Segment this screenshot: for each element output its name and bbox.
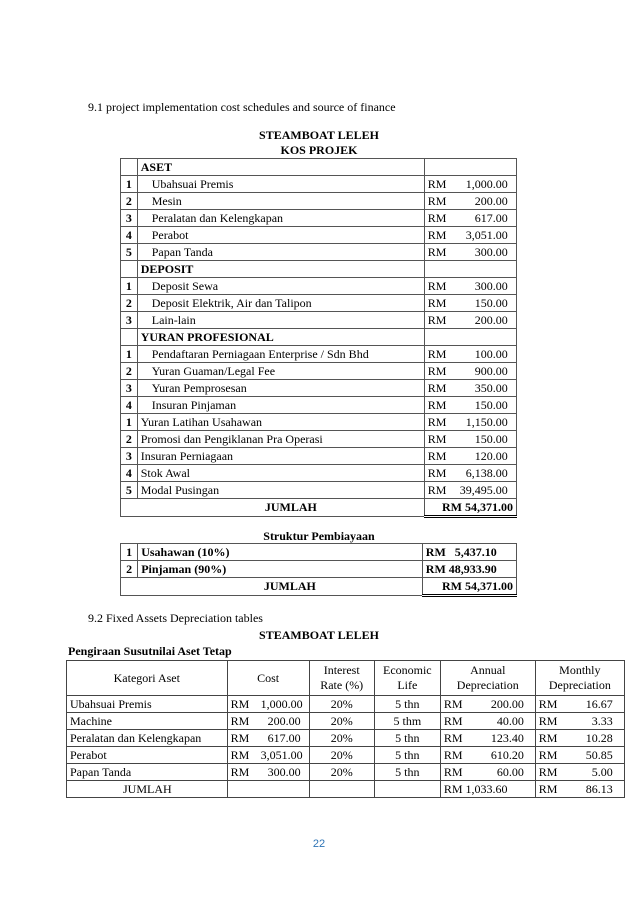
asset-category: Machine — [67, 713, 228, 730]
amount-value: 6,138.00 — [465, 465, 508, 480]
financing-table — [120, 543, 517, 597]
currency-label: RM — [427, 363, 447, 378]
item-description: Yuran Latihan Usahawan — [137, 414, 424, 431]
currency-label: RM — [538, 713, 558, 728]
financing-row — [121, 561, 517, 578]
currency-label: RM — [427, 295, 447, 310]
amount-value: 300.00 — [474, 244, 508, 259]
currency-label: RM — [427, 346, 447, 361]
interest-rate: 20% — [309, 713, 374, 730]
currency-label: RM — [427, 193, 447, 208]
interest-rate: 20% — [309, 730, 374, 747]
monthly-depreciation — [535, 730, 624, 747]
item-description: Pendaftaran Perniagaan Enterprise / Sdn Bhd — [137, 346, 424, 363]
currency-label: RM — [427, 312, 447, 327]
item-description: Stok Awal — [137, 465, 424, 482]
interest-rate: 20% — [309, 696, 374, 713]
amount-value: 5.00 — [591, 764, 613, 779]
currency-label: RM — [427, 176, 447, 191]
table-row — [121, 397, 517, 414]
currency-label: RM — [443, 747, 463, 762]
amount-value: 60.00 — [496, 764, 524, 779]
financing-total-label: JUMLAH — [121, 578, 423, 596]
annual-depreciation — [440, 713, 535, 730]
amount-value: 617.00 — [474, 210, 508, 225]
row-number: 1 — [121, 176, 138, 193]
row-number: 2 — [121, 193, 138, 210]
table-row — [121, 380, 517, 397]
item-description: Ubahsuai Premis — [137, 176, 424, 193]
row-number: 2 — [121, 561, 138, 578]
row-number: 5 — [121, 482, 138, 499]
amount-value: 100.00 — [474, 346, 508, 361]
monthly-depreciation — [535, 747, 624, 764]
currency-label: RM — [443, 696, 463, 711]
currency-label: RM — [427, 465, 447, 480]
deposit-row — [121, 261, 517, 278]
header-interest-rate: Interest Rate (%) — [309, 661, 374, 696]
amount-value: 40.00 — [496, 713, 524, 728]
table-row — [121, 448, 517, 465]
item-description: Perabot — [137, 227, 424, 244]
financing-row — [121, 544, 517, 561]
amount-value: 39,495.00 — [459, 482, 508, 497]
amount-value: 3,051.00 — [465, 227, 508, 242]
monthly-depreciation — [535, 713, 624, 730]
row-number: 3 — [121, 210, 138, 227]
row-number: 1 — [121, 278, 138, 295]
amount-cell — [424, 261, 516, 278]
amount-value: 123.40 — [490, 730, 524, 745]
amount-cell — [424, 380, 516, 397]
currency-label: RM — [427, 210, 447, 225]
economic-life: 5 thn — [374, 730, 440, 747]
table-row — [121, 482, 517, 499]
total-annual-depreciation: RM 1,033.60 — [440, 781, 535, 798]
page-number: 22 — [312, 838, 326, 850]
amount-cell — [424, 465, 516, 482]
header-monthly-depreciation: Monthly Depreciation — [535, 661, 624, 696]
currency-label: RM — [427, 482, 447, 497]
currency-label: RM — [230, 730, 250, 745]
amount-cell — [424, 329, 516, 346]
amount-cell — [424, 176, 516, 193]
row-number: 2 — [121, 363, 138, 380]
amount-cell — [424, 244, 516, 261]
annual-depreciation — [440, 696, 535, 713]
amount-value: 16.67 — [585, 696, 613, 711]
amount-cell — [424, 431, 516, 448]
row-number: 4 — [121, 465, 138, 482]
amount-value: 200.00 — [490, 696, 524, 711]
financing-amount: RM 5,437.10 — [422, 544, 516, 561]
amount-value: 150.00 — [474, 295, 508, 310]
depreciation-header-row — [67, 661, 625, 696]
row-number: 4 — [121, 227, 138, 244]
amount-cell — [424, 210, 516, 227]
asset-category: Ubahsuai Premis — [67, 696, 228, 713]
table-row — [121, 176, 517, 193]
amount-value: 617.00 — [267, 730, 301, 745]
cost-cell — [227, 696, 309, 713]
total-amount: RM 54,371.00 — [424, 499, 516, 517]
header-kategori: Kategori Aset — [67, 661, 228, 696]
aset-row — [121, 159, 517, 176]
currency-label: RM — [427, 414, 447, 429]
currency-label: RM — [538, 781, 558, 796]
cost-cell — [227, 747, 309, 764]
row-number — [121, 261, 138, 278]
currency-label: RM — [427, 448, 447, 463]
financing-source: Usahawan (10%) — [138, 544, 423, 561]
amount-cell — [424, 193, 516, 210]
item-description: Mesin — [137, 193, 424, 210]
table-row — [121, 244, 517, 261]
amount-value: 200.00 — [474, 312, 508, 327]
currency-label: RM — [427, 431, 447, 446]
amount-cell — [424, 482, 516, 499]
row-number — [121, 159, 138, 176]
currency-label: RM — [538, 730, 558, 745]
row-number: 2 — [121, 431, 138, 448]
financing-title: Struktur Pembiayaan — [263, 529, 375, 543]
cost-cell — [227, 764, 309, 781]
currency-label: RM — [427, 380, 447, 395]
item-description: Modal Pusingan — [137, 482, 424, 499]
table-row — [121, 346, 517, 363]
empty-cell — [309, 781, 374, 798]
item-description: Promosi dan Pengiklanan Pra Operasi — [137, 431, 424, 448]
depreciation-total-label: JUMLAH — [67, 781, 228, 798]
row-number: 2 — [121, 295, 138, 312]
header-economic-life: Economic Life — [374, 661, 440, 696]
amount-value: 150.00 — [474, 397, 508, 412]
table-row — [121, 193, 517, 210]
economic-life: 5 thn — [374, 696, 440, 713]
currency-label: RM — [538, 696, 558, 711]
interest-rate: 20% — [309, 747, 374, 764]
amount-cell — [424, 159, 516, 176]
depreciation-title: STEAMBOAT LELEH — [259, 628, 379, 642]
amount-value: 900.00 — [474, 363, 508, 378]
header-cost: Cost — [227, 661, 309, 696]
monthly-depreciation — [535, 764, 624, 781]
cost-cell — [227, 730, 309, 747]
depreciation-row — [67, 747, 625, 764]
financing-source: Pinjaman (90%) — [138, 561, 423, 578]
amount-value: 200.00 — [474, 193, 508, 208]
item-description: Insuran Pinjaman — [137, 397, 424, 414]
depreciation-total-row — [67, 781, 625, 798]
table-row — [121, 210, 517, 227]
economic-life: 5 thn — [374, 764, 440, 781]
economic-life: 5 thm — [374, 713, 440, 730]
amount-value: 86.13 — [585, 781, 613, 796]
depreciation-row — [67, 730, 625, 747]
yuran-row — [121, 329, 517, 346]
aset-header: ASET — [137, 159, 424, 176]
section2-heading: 9.2 Fixed Assets Depreciation tables — [88, 611, 263, 625]
empty-cell — [227, 781, 309, 798]
row-number: 3 — [121, 312, 138, 329]
amount-value: 300.00 — [474, 278, 508, 293]
row-number: 1 — [121, 544, 138, 561]
financing-total-row — [121, 578, 517, 596]
currency-label: RM — [427, 278, 447, 293]
row-number: 1 — [121, 346, 138, 363]
empty-cell — [374, 781, 440, 798]
interest-rate: 20% — [309, 764, 374, 781]
row-number: 3 — [121, 380, 138, 397]
header-annual-depreciation: Annual Depreciation — [440, 661, 535, 696]
amount-value: 150.00 — [474, 431, 508, 446]
amount-cell — [424, 448, 516, 465]
total-monthly-depreciation — [535, 781, 624, 798]
currency-label: RM — [443, 764, 463, 779]
depreciation-row — [67, 696, 625, 713]
annual-depreciation — [440, 764, 535, 781]
asset-category: Papan Tanda — [67, 764, 228, 781]
asset-category: Peralatan dan Kelengkapan — [67, 730, 228, 747]
amount-value: 1,150.00 — [465, 414, 508, 429]
amount-cell — [424, 346, 516, 363]
yuran-header: YURAN PROFESIONAL — [137, 329, 424, 346]
cost-cell — [227, 713, 309, 730]
currency-label: RM — [538, 747, 558, 762]
row-number: 4 — [121, 397, 138, 414]
item-description: Yuran Guaman/Legal Fee — [137, 363, 424, 380]
monthly-depreciation — [535, 696, 624, 713]
row-number: 5 — [121, 244, 138, 261]
currency-label: RM — [427, 397, 447, 412]
table-row — [121, 431, 517, 448]
amount-cell — [424, 312, 516, 329]
amount-value: 120.00 — [474, 448, 508, 463]
currency-label: RM — [230, 696, 250, 711]
annual-depreciation — [440, 747, 535, 764]
amount-cell — [424, 363, 516, 380]
currency-label: RM — [538, 764, 558, 779]
amount-cell — [424, 397, 516, 414]
row-number: 3 — [121, 448, 138, 465]
amount-value: 610.20 — [490, 747, 524, 762]
item-description: Deposit Elektrik, Air dan Talipon — [137, 295, 424, 312]
amount-value: 300.00 — [267, 764, 301, 779]
economic-life: 5 thn — [374, 747, 440, 764]
row-number — [121, 329, 138, 346]
amount-value: 350.00 — [474, 380, 508, 395]
amount-value: 3.33 — [591, 713, 613, 728]
amount-value: 50.85 — [585, 747, 613, 762]
table-row — [121, 414, 517, 431]
amount-value: 3,051.00 — [260, 747, 303, 762]
asset-category: Perabot — [67, 747, 228, 764]
currency-label: RM — [443, 730, 463, 745]
item-description: Yuran Pemprosesan — [137, 380, 424, 397]
depreciation-row — [67, 713, 625, 730]
total-row — [121, 499, 517, 517]
section1-heading: 9.1 project implementation cost schedules and source of finance — [88, 100, 396, 114]
currency-label: RM — [230, 713, 250, 728]
depreciation-caption: Pengiraan Susutnilai Aset Tetap — [68, 644, 232, 658]
amount-value: 1,000.00 — [260, 696, 303, 711]
depreciation-row — [67, 764, 625, 781]
currency-label: RM — [427, 227, 447, 242]
currency-label: RM — [230, 764, 250, 779]
item-description: Insuran Perniagaan — [137, 448, 424, 465]
cost-title: KOS PROJEK — [280, 143, 358, 157]
financing-total-amount: RM 54,371.00 — [422, 578, 516, 596]
item-description: Lain-lain — [137, 312, 424, 329]
table-row — [121, 312, 517, 329]
amount-value: 10.28 — [585, 730, 613, 745]
item-description: Peralatan dan Kelengkapan — [137, 210, 424, 227]
currency-label: RM — [230, 747, 250, 762]
row-number: 1 — [121, 414, 138, 431]
table-row — [121, 363, 517, 380]
amount-cell — [424, 414, 516, 431]
table-row — [121, 227, 517, 244]
total-label: JUMLAH — [121, 499, 425, 517]
project-cost-table — [120, 158, 517, 518]
amount-cell — [424, 227, 516, 244]
depreciation-table — [66, 660, 625, 798]
amount-cell — [424, 295, 516, 312]
annual-depreciation — [440, 730, 535, 747]
deposit-header: DEPOSIT — [137, 261, 424, 278]
financing-amount: RM 48,933.90 — [422, 561, 516, 578]
amount-value: 1,000.00 — [465, 176, 508, 191]
currency-label: RM — [427, 244, 447, 259]
table-row — [121, 295, 517, 312]
currency-label: RM — [443, 713, 463, 728]
item-description: Deposit Sewa — [137, 278, 424, 295]
project-title: STEAMBOAT LELEH — [259, 128, 379, 142]
amount-cell — [424, 278, 516, 295]
item-description: Papan Tanda — [137, 244, 424, 261]
amount-value: 200.00 — [267, 713, 301, 728]
table-row — [121, 465, 517, 482]
table-row — [121, 278, 517, 295]
